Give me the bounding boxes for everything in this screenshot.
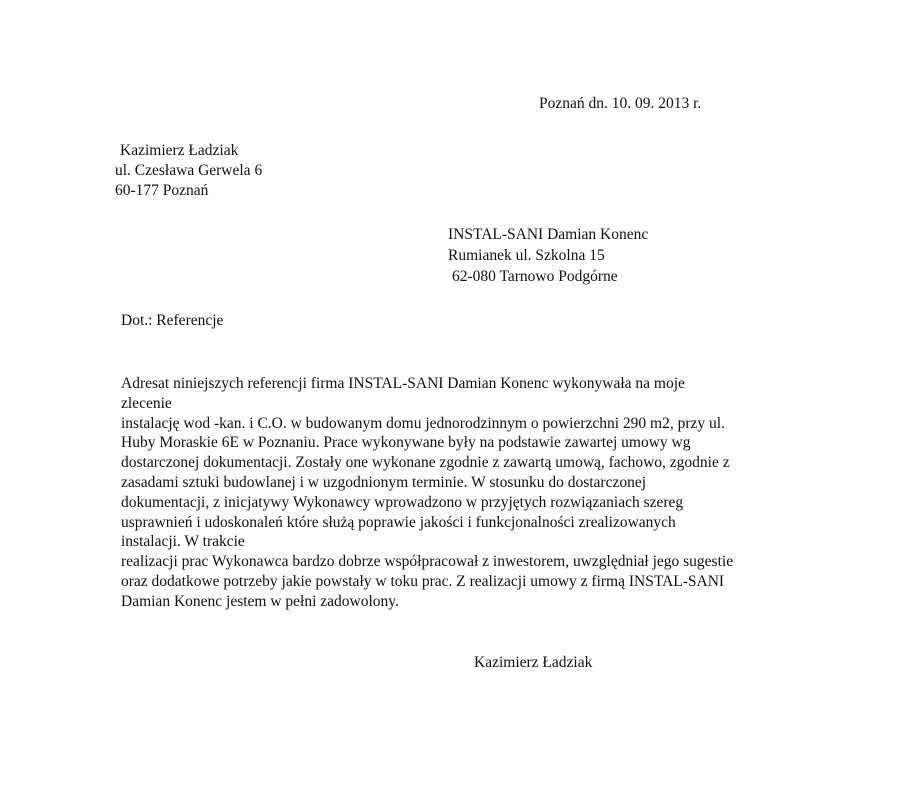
body-line: Huby Moraskie 6E w Poznaniu. Prace wykonywane były na podstawie zawartej umowy wg	[121, 434, 691, 452]
body-line: usprawnień i udoskonaleń które służą poprawie jakości i funkcjonalności zrealizowanych	[121, 513, 676, 531]
body-line: Adresat niniejszych referencji firma INSTAL-SANI Damian Konenc wykonywała na moje	[121, 375, 685, 392]
body-line: oraz dodatkowe potrzeby jakie powstały w toku prac. Z realizacji umowy z firmą INSTAL-SANI	[121, 572, 725, 590]
letter-subject: Dot.: Referencje	[121, 312, 224, 329]
letter-signature: Kazimierz Ładziak	[474, 654, 593, 671]
letter-body	[121, 374, 821, 612]
body-line: instalację wod -kan. i C.O. w budowanym domu jednorodzinnym o powierzchni 290 m2, przy ul.	[121, 414, 725, 432]
letter-date: Poznań dn. 10. 09. 2013 r.	[539, 95, 702, 112]
body-line: zlecenie	[121, 394, 172, 412]
sender-address-block	[115, 141, 262, 201]
body-line: dokumentacji, z inicjatywy Wykonawcy wprowadzono w przyjętych rozwiązaniach szereg	[121, 493, 684, 511]
body-line: Damian Konenc jestem w pełni zadowolony.	[121, 592, 399, 610]
body-line: instalacji. W trakcie	[121, 533, 245, 551]
recipient-street: Rumianek ul. Szkolna 15	[448, 247, 605, 264]
sender-name: Kazimierz Ładziak	[120, 142, 239, 159]
body-line: realizacji prac Wykonawca bardzo dobrze współpracował z inwestorem, uwzględniał jego sugestie	[121, 553, 734, 571]
recipient-company: INSTAL-SANI Damian Konenc	[448, 226, 649, 243]
sender-city: 60-177 Poznań	[115, 182, 209, 199]
sender-street: ul. Czesława Gerwela 6	[115, 162, 263, 179]
recipient-address-block	[448, 224, 648, 287]
body-line: dostarczonej dokumentacji. Zostały one wykonane zgodnie z zawartą umową, fachowo, zgodnie z	[121, 454, 730, 472]
recipient-city: 62-080 Tarnowo Podgórne	[452, 268, 618, 285]
body-line: zasadami sztuki budowlanej i w uzgodnionym terminie. W stosunku do dostarczonej	[121, 473, 647, 491]
